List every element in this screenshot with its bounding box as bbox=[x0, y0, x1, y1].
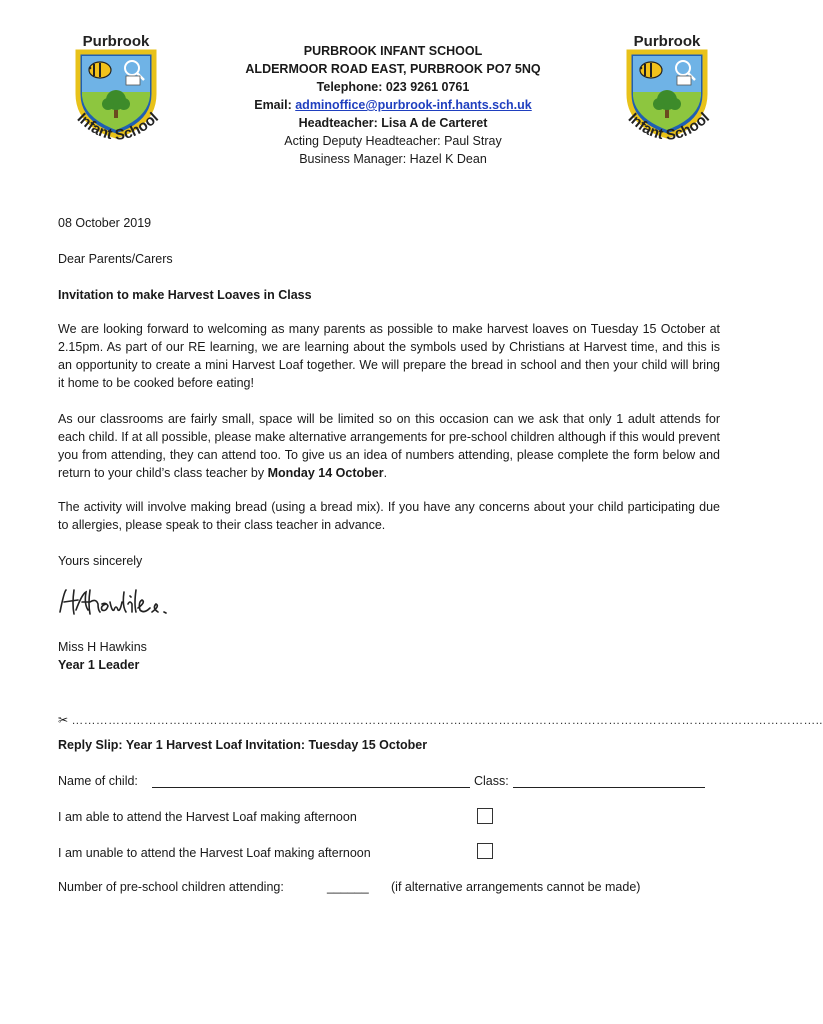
paragraph-2-text bbox=[58, 410, 720, 482]
reply-slip-title: Reply Slip: Year 1 Harvest Loaf Invitation: Tuesday 15 October bbox=[58, 738, 428, 752]
school-logo-left bbox=[48, 32, 198, 152]
child-name-label: Name of child: bbox=[58, 774, 138, 788]
logo-top-text: Purbrook bbox=[82, 33, 150, 50]
paragraph-2-end: . bbox=[383, 466, 388, 480]
closing: Yours sincerely bbox=[58, 554, 143, 568]
class-field[interactable] bbox=[513, 786, 705, 788]
paragraph-1 bbox=[58, 320, 720, 392]
cut-line bbox=[58, 712, 823, 728]
logo-bottom-text: Infant School bbox=[73, 109, 162, 144]
signatory-name: Miss H Hawkins bbox=[58, 640, 147, 654]
email-label: Email: bbox=[254, 98, 292, 112]
able-to-attend-label: I am able to attend the Harvest Loaf making afternoon bbox=[58, 810, 357, 824]
preschool-count-label: Number of pre-school children attending: bbox=[58, 880, 284, 894]
salutation: Dear Parents/Carers bbox=[58, 252, 173, 266]
paragraph-2-start: As our classrooms are fairly small, space will be limited so on this occasion can we ask that only 1 adult attends for each child. If at all possible, please make alternative arrangements for pre-school children although if this would prevent you from attending, they can attend too. To give us an idea of numbers attending, please complete the form below and return to your child’s class teacher by bbox=[58, 412, 720, 480]
paragraph-1-text: We are looking forward to welcoming as many parents as possible to make harvest loaves on Tuesday 15 October at 2.15pm. As part of our RE learning, we are learning about the symbols used by Christians at Harvest time, and this is an opportunity to create a mini Harvest Loaf together. We will prepare the bread in school and then your child will bring it home to be cooked before eating! bbox=[58, 322, 720, 390]
school-logo-right bbox=[595, 32, 745, 152]
paragraph-3-text: The activity will involve making bread (using a bread mix). If you have any concerns about your child participating due to allergies, please speak to their class teacher in advance. bbox=[58, 500, 720, 532]
school-crest-icon bbox=[48, 32, 198, 152]
child-name-field[interactable] bbox=[152, 786, 470, 788]
letterhead bbox=[200, 42, 586, 168]
scissors-icon: ✂ bbox=[58, 713, 69, 727]
paragraph-2 bbox=[58, 410, 720, 482]
email-link[interactable]: adminoffice@purbrook-inf.hants.sch.uk bbox=[295, 98, 532, 112]
dotted-cut-line: ………………………………………………………………………………………………………………………………………………………………….. bbox=[71, 713, 823, 727]
unable-to-attend-label: I am unable to attend the Harvest Loaf making afternoon bbox=[58, 846, 371, 860]
headteacher: Headteacher: Lisa A de Carteret bbox=[298, 116, 488, 130]
preschool-count-field[interactable]: ______ bbox=[327, 880, 369, 894]
school-crest-icon bbox=[595, 32, 745, 152]
email-row bbox=[200, 96, 586, 114]
deputy-headteacher: Acting Deputy Headteacher: Paul Stray bbox=[284, 134, 502, 148]
unable-to-attend-checkbox[interactable] bbox=[477, 843, 493, 859]
business-manager: Business Manager: Hazel K Dean bbox=[299, 152, 487, 166]
able-to-attend-checkbox[interactable] bbox=[477, 808, 493, 824]
school-address: ALDERMOOR ROAD EAST, PURBROOK PO7 5NQ bbox=[245, 62, 541, 76]
class-label: Class: bbox=[474, 774, 509, 788]
letter-subject: Invitation to make Harvest Loaves in Class bbox=[58, 288, 312, 302]
school-name: PURBROOK INFANT SCHOOL bbox=[303, 44, 483, 58]
letter-date: 08 October 2019 bbox=[58, 216, 152, 230]
handwritten-signature bbox=[56, 582, 196, 622]
paragraph-3 bbox=[58, 498, 720, 534]
deadline-date: Monday 14 October bbox=[267, 466, 384, 480]
preschool-note: (if alternative arrangements cannot be made) bbox=[391, 880, 641, 894]
school-telephone: Telephone: 023 9261 0761 bbox=[316, 80, 470, 94]
signatory-title: Year 1 Leader bbox=[58, 658, 140, 672]
logo-top-text: Purbrook bbox=[633, 33, 701, 50]
logo-bottom-text: Infant School bbox=[624, 109, 713, 144]
